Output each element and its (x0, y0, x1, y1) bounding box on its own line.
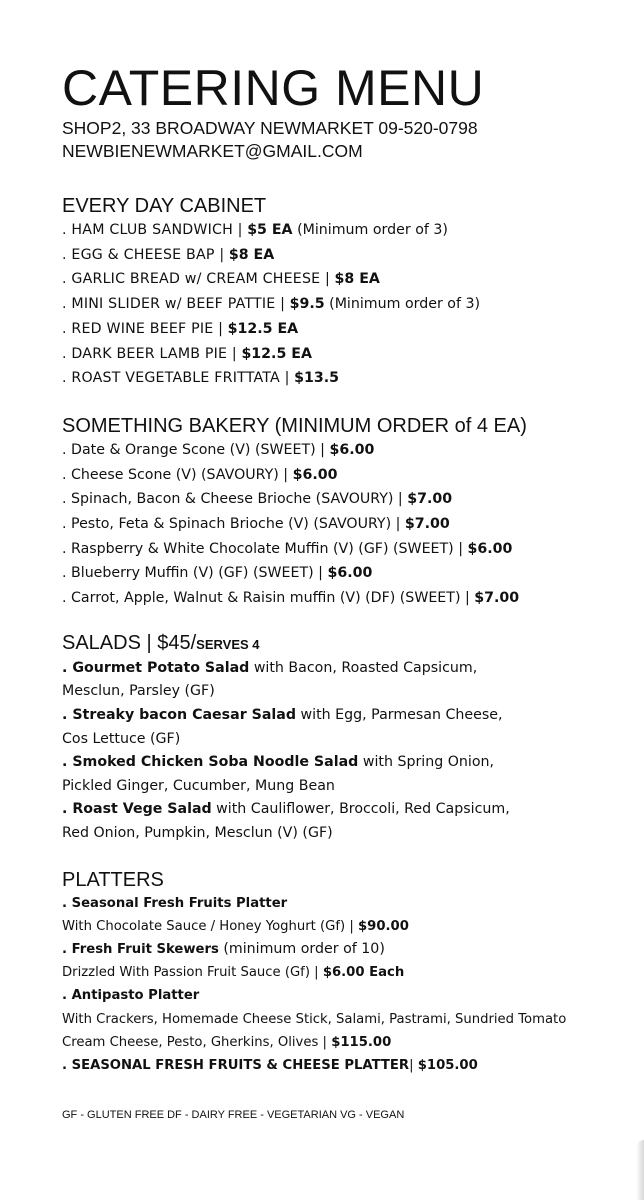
list-item (62, 1031, 634, 1054)
section-heading-salads (62, 631, 634, 657)
platter-price: $6.00 Each (322, 965, 405, 981)
salad-desc-cont: Red Onion, Pumpkin, Mesclun (V) (GF) (62, 825, 333, 841)
item-price: $6.00 (467, 540, 513, 557)
list-item (62, 317, 634, 342)
platter-separator: | (409, 1058, 414, 1074)
page-title: CATERING MENU (62, 60, 485, 116)
item-price: $8 EA (228, 246, 275, 263)
list-item (62, 798, 634, 845)
section-cabinet (62, 194, 634, 391)
salad-name: . Roast Vege Salad (62, 801, 212, 818)
salad-desc-cont: Cos Lettuce (GF) (62, 730, 181, 747)
item-price: $7.00 (404, 516, 450, 533)
list-item (62, 537, 634, 562)
salads-serves: SERVES 4 (196, 636, 260, 652)
email-line: NEWBIENEWMARKET@GMAIL.COM (62, 141, 363, 161)
item-note: (Minimum order of 3) (297, 222, 448, 238)
salad-desc-cont: Mesclun, Parsley (GF) (62, 683, 215, 700)
menu-page (62, 62, 634, 1077)
item-name: . MINI SLIDER w/ BEEF PATTIE | (62, 296, 286, 313)
list-item (62, 915, 634, 938)
list-item (62, 267, 634, 292)
list-item (62, 243, 634, 268)
list-item (62, 984, 634, 1007)
platter-desc: With Chocolate Sauce / Honey Yoghurt (Gf) | (62, 918, 354, 934)
list-item (62, 438, 634, 463)
salad-desc-cont: Pickled Ginger, Cucumber, Mung Bean (62, 777, 335, 794)
list-item (62, 586, 634, 611)
contact-block (62, 117, 634, 163)
item-note: (Minimum order of 3) (329, 296, 481, 313)
platter-title: . SEASONAL FRESH FRUITS & CHEESE PLATTER (62, 1058, 410, 1074)
salad-name: . Gourmet Potato Salad (62, 659, 250, 676)
list-item (62, 892, 634, 915)
platter-price: $105.00 (417, 1058, 478, 1074)
item-name: . RED WINE BEEF PIE | (62, 320, 224, 337)
page-edge-shadow (636, 1140, 644, 1200)
salad-desc: with Bacon, Roasted Capsicum, (249, 659, 478, 676)
platter-title: . Fresh Fruit Skewers (62, 942, 219, 957)
list-item (62, 561, 634, 586)
item-name: . Pesto, Feta & Spinach Brioche (V) (SAVOURY) | (62, 516, 401, 533)
item-price: $12.5 EA (227, 320, 299, 337)
item-price: $6.00 (329, 441, 375, 458)
salad-name: . Streaky bacon Caesar Salad (62, 707, 297, 724)
platter-desc: With Crackers, Homemade Cheese Stick, Salami, Pastrami, Sundried Tomato (62, 1011, 567, 1027)
list-item (62, 961, 634, 984)
item-name: . DARK BEER LAMB PIE | (62, 345, 237, 362)
platter-title: . Seasonal Fresh Fruits Platter (62, 895, 288, 911)
section-heading-bakery: SOMETHING BAKERY (MINIMUM ORDER of 4 EA) (62, 414, 527, 437)
dietary-legend: GF - GLUTEN FREE DF - DAIRY FREE - VEGETARIAN VG - VEGAN (62, 1109, 405, 1121)
salad-desc: with Spring Onion, (358, 754, 495, 771)
item-name: . Blueberry Muffin (V) (GF) (SWEET) | (62, 565, 323, 582)
item-price: $6.00 (327, 565, 373, 582)
item-price: $13.5 (294, 370, 340, 387)
item-name: . Cheese Scone (V) (SAVOURY) | (62, 466, 289, 483)
section-heading-platters: PLATTERS (62, 868, 164, 891)
item-price: $12.5 EA (241, 345, 312, 362)
list-item (62, 938, 634, 961)
salad-desc: with Cauliflower, Broccoli, Red Capsicum, (211, 801, 510, 818)
item-name: . Carrot, Apple, Walnut & Raisin muffin (V) (DF) (SWEET) | (62, 590, 470, 607)
item-name: . Spinach, Bacon & Cheese Brioche (SAVOURY) | (62, 491, 403, 508)
platter-price: $90.00 (358, 918, 409, 934)
section-heading-cabinet: EVERY DAY CABINET (62, 195, 267, 217)
bakery-list (62, 438, 634, 611)
item-name: . Date & Orange Scone (V) (SWEET) | (62, 441, 325, 458)
list-item (62, 463, 634, 488)
list-item (62, 657, 634, 704)
item-price: $7.00 (407, 491, 453, 508)
list-item (62, 218, 634, 243)
salad-desc: with Egg, Parmesan Cheese, (296, 707, 503, 724)
list-item (62, 512, 634, 537)
item-price: $9.5 (289, 296, 325, 313)
platter-desc: Drizzled With Passion Fruit Sauce (Gf) | (62, 965, 319, 981)
list-item (62, 366, 634, 391)
platter-price: $115.00 (331, 1034, 392, 1050)
item-name: . EGG & CHEESE BAP | (62, 246, 225, 263)
list-item (62, 487, 634, 512)
section-salads (62, 631, 634, 846)
address-line: SHOP2, 33 BROADWAY NEWMARKET 09-520-0798 (62, 118, 478, 138)
item-price: $8 EA (334, 271, 380, 288)
cabinet-list (62, 218, 634, 391)
salads-heading-text: SALADS | $45/ (62, 631, 197, 654)
section-bakery (62, 414, 634, 611)
list-item (62, 1054, 634, 1077)
list-item (62, 751, 634, 798)
section-platters (62, 868, 634, 1078)
list-item (62, 292, 634, 317)
list-item (62, 1008, 634, 1031)
platter-title: . Antipasto Platter (62, 988, 200, 1004)
platter-note: (minimum order of 10) (218, 941, 385, 957)
item-name: . ROAST VEGETABLE FRITTATA | (62, 370, 290, 387)
item-price: $7.00 (474, 590, 520, 607)
item-name: . HAM CLUB SANDWICH | (62, 222, 243, 238)
item-name: . GARLIC BREAD w/ CREAM CHEESE | (62, 271, 331, 288)
platter-desc: Cream Cheese, Pesto, Gherkins, Olives | (62, 1034, 327, 1050)
salad-name: . Smoked Chicken Soba Noodle Salad (62, 754, 359, 771)
item-price: $5 EA (247, 222, 293, 238)
list-item (62, 704, 634, 751)
item-name: . Raspberry & White Chocolate Muffin (V) (GF) (SWEET) | (62, 540, 464, 557)
list-item (62, 342, 634, 367)
item-price: $6.00 (292, 466, 338, 483)
